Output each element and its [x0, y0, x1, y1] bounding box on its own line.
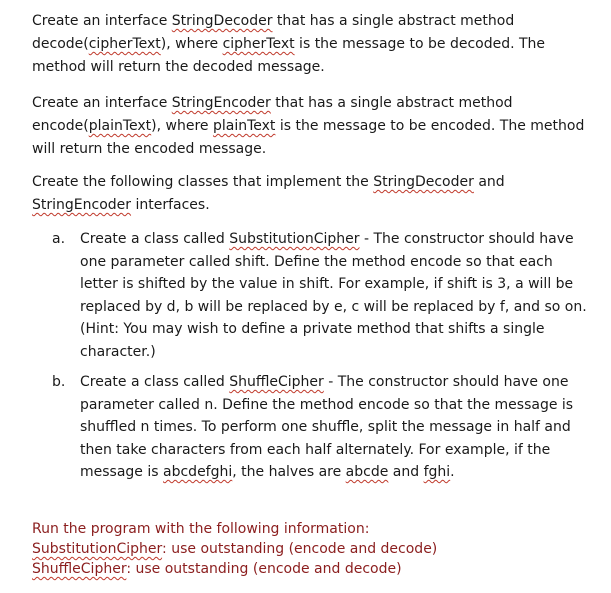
- text: : use outstanding (encode and decode): [126, 561, 402, 577]
- run-instructions: [32, 519, 437, 579]
- identifier-string-encoder: StringEncoder: [171, 95, 271, 111]
- paragraph-string-decoder: [32, 10, 592, 79]
- identifier-string-decoder: StringDecoder: [171, 13, 273, 29]
- text: that has a single abstract method encode(: [32, 95, 513, 134]
- text: is the message to be encoded. The method will return the encoded message.: [32, 118, 585, 157]
- text: Create a class called: [80, 231, 230, 247]
- list-marker: b.: [52, 374, 66, 390]
- text: - The constructor should have one parameter called n. Define the method encode so that the message is shuffled n times. To perform one shuffle, split the message in half and then take characters from each half alternately. For example, if the message is: [80, 374, 574, 480]
- text: and: [388, 464, 424, 480]
- text: Create an interface: [32, 13, 172, 29]
- list-marker: a.: [52, 231, 66, 247]
- identifier-plain-text: plainText: [212, 118, 276, 134]
- paragraph-classes-intro: [32, 171, 592, 217]
- identifier-cipher-text: cipherText: [88, 36, 161, 52]
- identifier-cipher-text: cipherText: [222, 36, 295, 52]
- text: - The constructor should have one parameter called shift. Define the method encode so that each letter is shifted by the value in shift. For example, if shift is 3, a will be replaced by d, b will be replaced by e, c will be replaced by f, and so on. (Hint: You may wish to define a private method that shifts a single character.): [80, 231, 587, 360]
- example-string: abcdefghi: [163, 464, 233, 480]
- text: that has a single abstract method decode(: [32, 13, 515, 52]
- paragraph-string-encoder: [32, 92, 592, 161]
- text: Create a class called: [80, 374, 230, 390]
- class-list: [32, 228, 592, 484]
- identifier-shuffle-cipher: ShuffleCipher: [229, 374, 324, 390]
- identifier-shuffle-cipher: ShuffleCipher: [32, 561, 127, 577]
- identifier-string-decoder: StringDecoder: [373, 174, 474, 190]
- text: , the halves are: [232, 464, 346, 480]
- text: .: [450, 464, 455, 480]
- text: and: [473, 174, 505, 190]
- text: ), where: [151, 118, 213, 134]
- example-second-half: fghi: [423, 464, 451, 480]
- text: interfaces.: [131, 197, 210, 213]
- example-first-half: abcde: [345, 464, 389, 480]
- list-item-substitution-cipher: [32, 228, 592, 363]
- identifier-string-encoder: StringEncoder: [32, 197, 132, 213]
- run-line-substitution: [32, 539, 437, 559]
- identifier-substitution-cipher: SubstitutionCipher: [229, 231, 360, 247]
- text: Create an interface: [32, 95, 172, 111]
- text: Create the following classes that implement the: [32, 174, 374, 190]
- text: : use outstanding (encode and decode): [162, 541, 438, 557]
- identifier-substitution-cipher: SubstitutionCipher: [32, 541, 163, 557]
- text: is the message to be decoded. The method will return the decoded message.: [32, 36, 546, 75]
- text: ), where: [160, 36, 223, 52]
- list-item-shuffle-cipher: [32, 371, 592, 484]
- run-intro: Run the program with the following information:: [32, 521, 370, 537]
- identifier-plain-text: plainText: [88, 118, 152, 134]
- run-line-shuffle: [32, 559, 437, 579]
